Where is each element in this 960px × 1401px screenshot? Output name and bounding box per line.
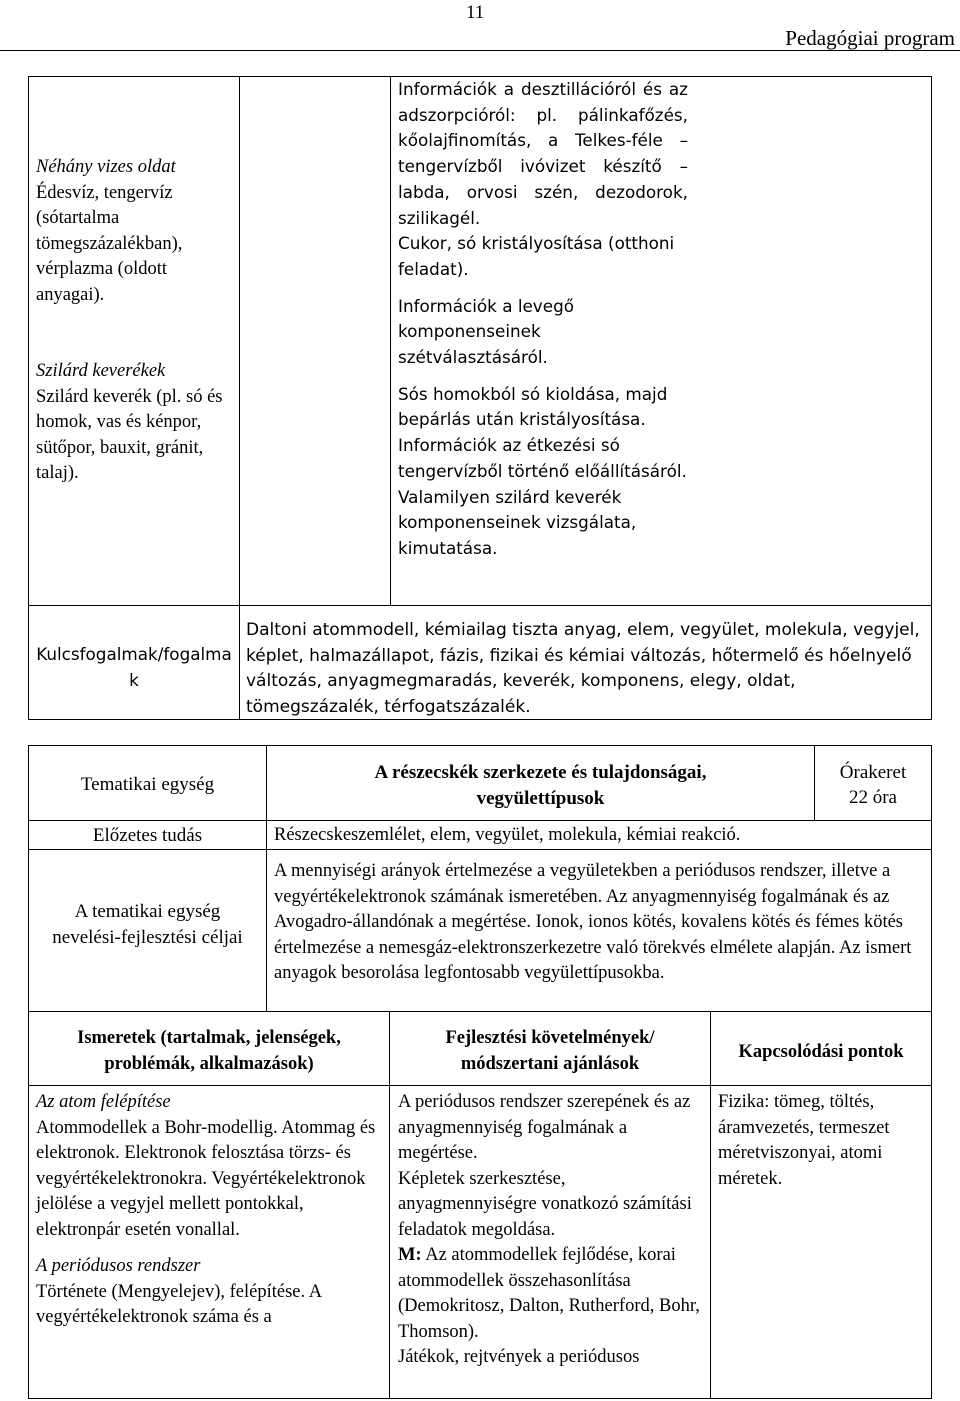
section-text-periodic: Története (Mengyelejev), felépítése. A vegyértékelektronok száma és a bbox=[36, 1281, 322, 1327]
page-number: 11 bbox=[466, 2, 485, 23]
key-concepts-text: Daltoni atommodell, kémiailag tiszta anyag, elem, vegyület, molekula, vegyjel, képlet, halmazállapot, fázis, fizikai és kémiai változás, hőtermelő és hőelnyelő változás, anyagmegmaradás, keverék, komponens, elegy, oldat, tömegszázalék, térfogatszázalék. bbox=[246, 620, 920, 718]
unit-label: Tematikai egység bbox=[80, 774, 215, 795]
dev-periodic: A periódusos rendszer szerepének és az anyagmennyiség fogalmának a megértése. bbox=[398, 1092, 691, 1163]
info-distillation: Információk a desztillációról és az adszorpcióról: pl. pálinkafőzés, kőolajfinomítás, a Telkes-féle – tengervízből ivóvizet készítő – labda, orvosi szén, dezodorok, szilikagél. bbox=[398, 79, 688, 228]
goals-label-cell bbox=[28, 849, 267, 1012]
key-concepts-label: Kulcsfogalmak/fogalmak bbox=[36, 644, 232, 690]
unit-label-cell bbox=[28, 745, 267, 821]
section-text-solid-mixtures: Szilárd keverék (pl. só és homok, vas és kénpor, sütőpor, bauxit, gránit, talaj). bbox=[36, 386, 223, 483]
key-concepts-label-cell bbox=[28, 605, 240, 720]
method-label: M: bbox=[398, 1245, 422, 1265]
hours-value: 22 óra bbox=[848, 787, 897, 808]
section-title-solid-mixtures: Szilárd keverékek bbox=[36, 361, 166, 381]
info-table-salt: Információk az étkezési só tengervízből történő előállításáról. bbox=[398, 435, 687, 481]
goals-label: A tematikai egység nevelési-fejlesztési céljai bbox=[52, 901, 243, 948]
section-title-aqueous: Néhány vizes oldat bbox=[36, 157, 176, 177]
col1-content-cell bbox=[28, 1085, 390, 1399]
col2-content-cell bbox=[389, 1085, 711, 1399]
col1-header-cell bbox=[28, 1011, 390, 1086]
info-crystallization: Cukor, só kristályosítása (otthoni feladat). bbox=[398, 233, 675, 279]
link-physics: Fizika: tömeg, töltés, áramvezetés, termeszet méretviszonyai, atomi méretek. bbox=[718, 1092, 890, 1189]
info-salt-sand: Sós homokból só kioldása, majd bepárlás után kristályosítása. bbox=[398, 383, 668, 430]
prior-text: Részecskeszemlélet, elem, vegyület, molekula, kémiai reakció. bbox=[274, 825, 741, 845]
unit-title: A részecskék szerkezete és tulajdonságai, vegyülettípusok bbox=[374, 762, 707, 809]
dev-atom-models: M: Az atommodellek fejlődése, korai atommodellek összehasonlítása (Demokritosz, Dalton, Rutherford, Bohr, Thomson). bbox=[398, 1245, 700, 1342]
goals-text-cell bbox=[266, 849, 932, 1012]
section-text-aqueous: Édesvíz, tengervíz (sótartalma tömegszázalékban), vérplazma (oldott anyagai). bbox=[36, 182, 183, 305]
unit-title-cell bbox=[266, 745, 815, 821]
document-header-title: Pedagógiai program bbox=[785, 26, 955, 50]
prior-label-cell bbox=[28, 820, 267, 850]
key-concepts-text-cell bbox=[239, 605, 932, 720]
prior-label: Előzetes tudás bbox=[92, 825, 203, 846]
section-text-atom: Atommodellek a Bohr-modellig. Atommag és elektronok. Elektronok felosztása törzs- és vegyértékelektronokra. Vegyértékelektronok jelölése a vegyjel mellett pontokkal, elektronpár esetén vonallal. bbox=[36, 1117, 376, 1240]
info-air-components: Információk a levegő komponenseinek szétválasztásáról. bbox=[398, 295, 574, 368]
col3-content-cell bbox=[710, 1085, 932, 1399]
info-solid-mixture: Valamilyen szilárd keverék komponenseinek vizsgálata, kimutatása. bbox=[398, 486, 637, 558]
col3-header: Kapcsolódási pontok bbox=[738, 1042, 904, 1062]
col2-header-cell bbox=[389, 1011, 711, 1086]
section-title-atom: Az atom felépítése bbox=[36, 1092, 171, 1112]
section-title-periodic: A periódusos rendszer bbox=[36, 1256, 201, 1276]
col3-header-cell bbox=[710, 1011, 932, 1086]
col1-header: Ismeretek (tartalmak, jelenségek, problémák, alkalmazások) bbox=[77, 1028, 341, 1074]
hours-label: Órakeret bbox=[839, 762, 907, 783]
col2-header: Fejlesztési követelmények/ módszertani ajánlások bbox=[445, 1028, 655, 1074]
dev-games: Játékok, rejtvények a periódusos bbox=[398, 1347, 640, 1367]
hours-cell bbox=[814, 745, 932, 821]
table1-top-right-cell bbox=[390, 76, 932, 606]
goals-text: A mennyiségi arányok értelmezése a vegyületekben a periódusos rendszer, illetve a vegyértékelektronok számának ismeretében. Az anyagmennyiség fogalmának és az Avogadro-állandónak a megértése. Ionok, ionos kötés, kovalens kötés és fémes kötés értelmezése a nemesgáz-elektronszerkezetre való törekvés elmélete alapján. Az ismert anyagok besorolása legfontosabb vegyülettípusokba. bbox=[274, 861, 912, 983]
header-rule bbox=[0, 50, 960, 51]
prior-text-cell bbox=[266, 820, 932, 850]
table1-top-middle-cell bbox=[239, 76, 391, 606]
table1-top-left-cell bbox=[28, 76, 240, 606]
dev-formulas: Képletek szerkesztése, anyagmennyiségre vonatkozó számítási feladatok megoldása. bbox=[398, 1168, 692, 1240]
